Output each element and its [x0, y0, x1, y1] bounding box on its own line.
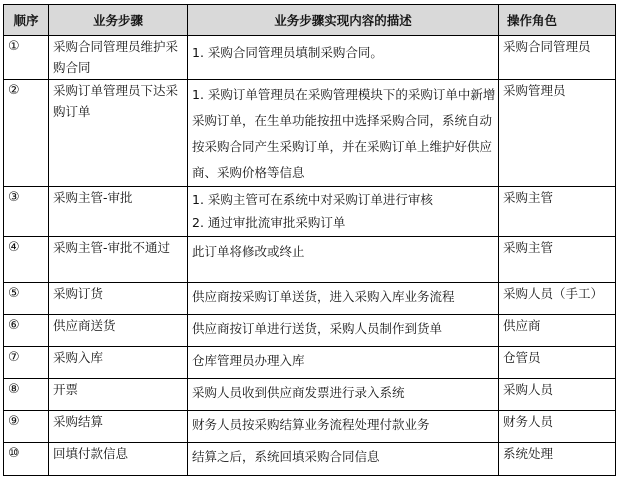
row-role: 采购合同管理员	[499, 36, 616, 80]
row-role: 采购管理员	[499, 80, 616, 187]
row-role: 采购人员（手工）	[499, 283, 616, 315]
row-role: 采购主管	[499, 187, 616, 237]
desc-line: 1. 采购订单管理员在采购管理模块下的采购订单中新增采购订单，在生单功能按扭中选择采购合同，系统自动按采购合同产生采购订单，并在采购订单上维护好供应商、采购价格等信息	[192, 87, 496, 180]
row-seq: ⑨	[4, 411, 49, 443]
row-step: 采购入库	[49, 347, 188, 379]
desc-line: 供应商按采购订单送货，进入采购入库业务流程	[192, 289, 455, 304]
row-desc	[188, 379, 499, 411]
row-seq: ②	[4, 80, 49, 187]
row-step: 采购结算	[49, 411, 188, 443]
row-desc	[188, 237, 499, 283]
row-seq: ①	[4, 36, 49, 80]
row-desc	[188, 80, 499, 187]
row-desc	[188, 187, 499, 237]
row-step: 采购订单管理员下达采购订单	[49, 80, 188, 187]
row-step: 采购主管-审批	[49, 187, 188, 237]
desc-line: 1. 采购合同管理员填制采购合同。	[192, 45, 383, 60]
row-desc	[188, 443, 499, 476]
row-role: 仓管员	[499, 347, 616, 379]
row-step: 回填付款信息	[49, 443, 188, 476]
table-row	[4, 347, 616, 379]
table-header-row	[4, 5, 616, 36]
row-step: 采购订货	[49, 283, 188, 315]
desc-line: 供应商按订单进行送货，采购人员制作到货单	[192, 321, 443, 336]
row-seq: ③	[4, 187, 49, 237]
header-role: 操作角色	[499, 5, 616, 36]
row-step: 采购合同管理员维护采购合同	[49, 36, 188, 80]
row-seq: ⑥	[4, 315, 49, 347]
table-row	[4, 411, 616, 443]
desc-line: 2. 通过审批流审批采购订单	[192, 215, 346, 230]
table-row	[4, 187, 616, 237]
table-row	[4, 283, 616, 315]
desc-line: 结算之后，系统回填采购合同信息	[192, 449, 380, 464]
row-seq: ⑩	[4, 443, 49, 476]
desc-line: 此订单将修改或终止	[192, 244, 305, 259]
row-seq: ⑤	[4, 283, 49, 315]
row-role: 财务人员	[499, 411, 616, 443]
row-step: 开票	[49, 379, 188, 411]
row-desc	[188, 36, 499, 80]
row-seq: ④	[4, 237, 49, 283]
desc-line: 财务人员按采购结算业务流程处理付款业务	[192, 417, 430, 432]
process-table	[3, 4, 616, 476]
row-role: 系统处理	[499, 443, 616, 476]
desc-line: 采购人员收到供应商发票进行录入系统	[192, 385, 405, 400]
row-role: 采购主管	[499, 237, 616, 283]
row-role: 采购人员	[499, 379, 616, 411]
row-role: 供应商	[499, 315, 616, 347]
header-desc: 业务步骤实现内容的描述	[188, 5, 499, 36]
row-seq: ⑦	[4, 347, 49, 379]
row-desc	[188, 411, 499, 443]
table-row	[4, 80, 616, 187]
table-row	[4, 379, 616, 411]
row-desc	[188, 347, 499, 379]
desc-line: 仓库管理员办理入库	[192, 353, 305, 368]
desc-line: 1. 采购主管可在系统中对采购订单进行审核	[192, 192, 433, 207]
table-row	[4, 237, 616, 283]
table-row	[4, 443, 616, 476]
row-desc	[188, 315, 499, 347]
table-row	[4, 315, 616, 347]
row-step: 供应商送货	[49, 315, 188, 347]
header-seq: 顺序	[4, 5, 49, 36]
row-step: 采购主管-审批不通过	[49, 237, 188, 283]
row-desc	[188, 283, 499, 315]
table-row	[4, 36, 616, 80]
header-step: 业务步骤	[49, 5, 188, 36]
row-seq: ⑧	[4, 379, 49, 411]
